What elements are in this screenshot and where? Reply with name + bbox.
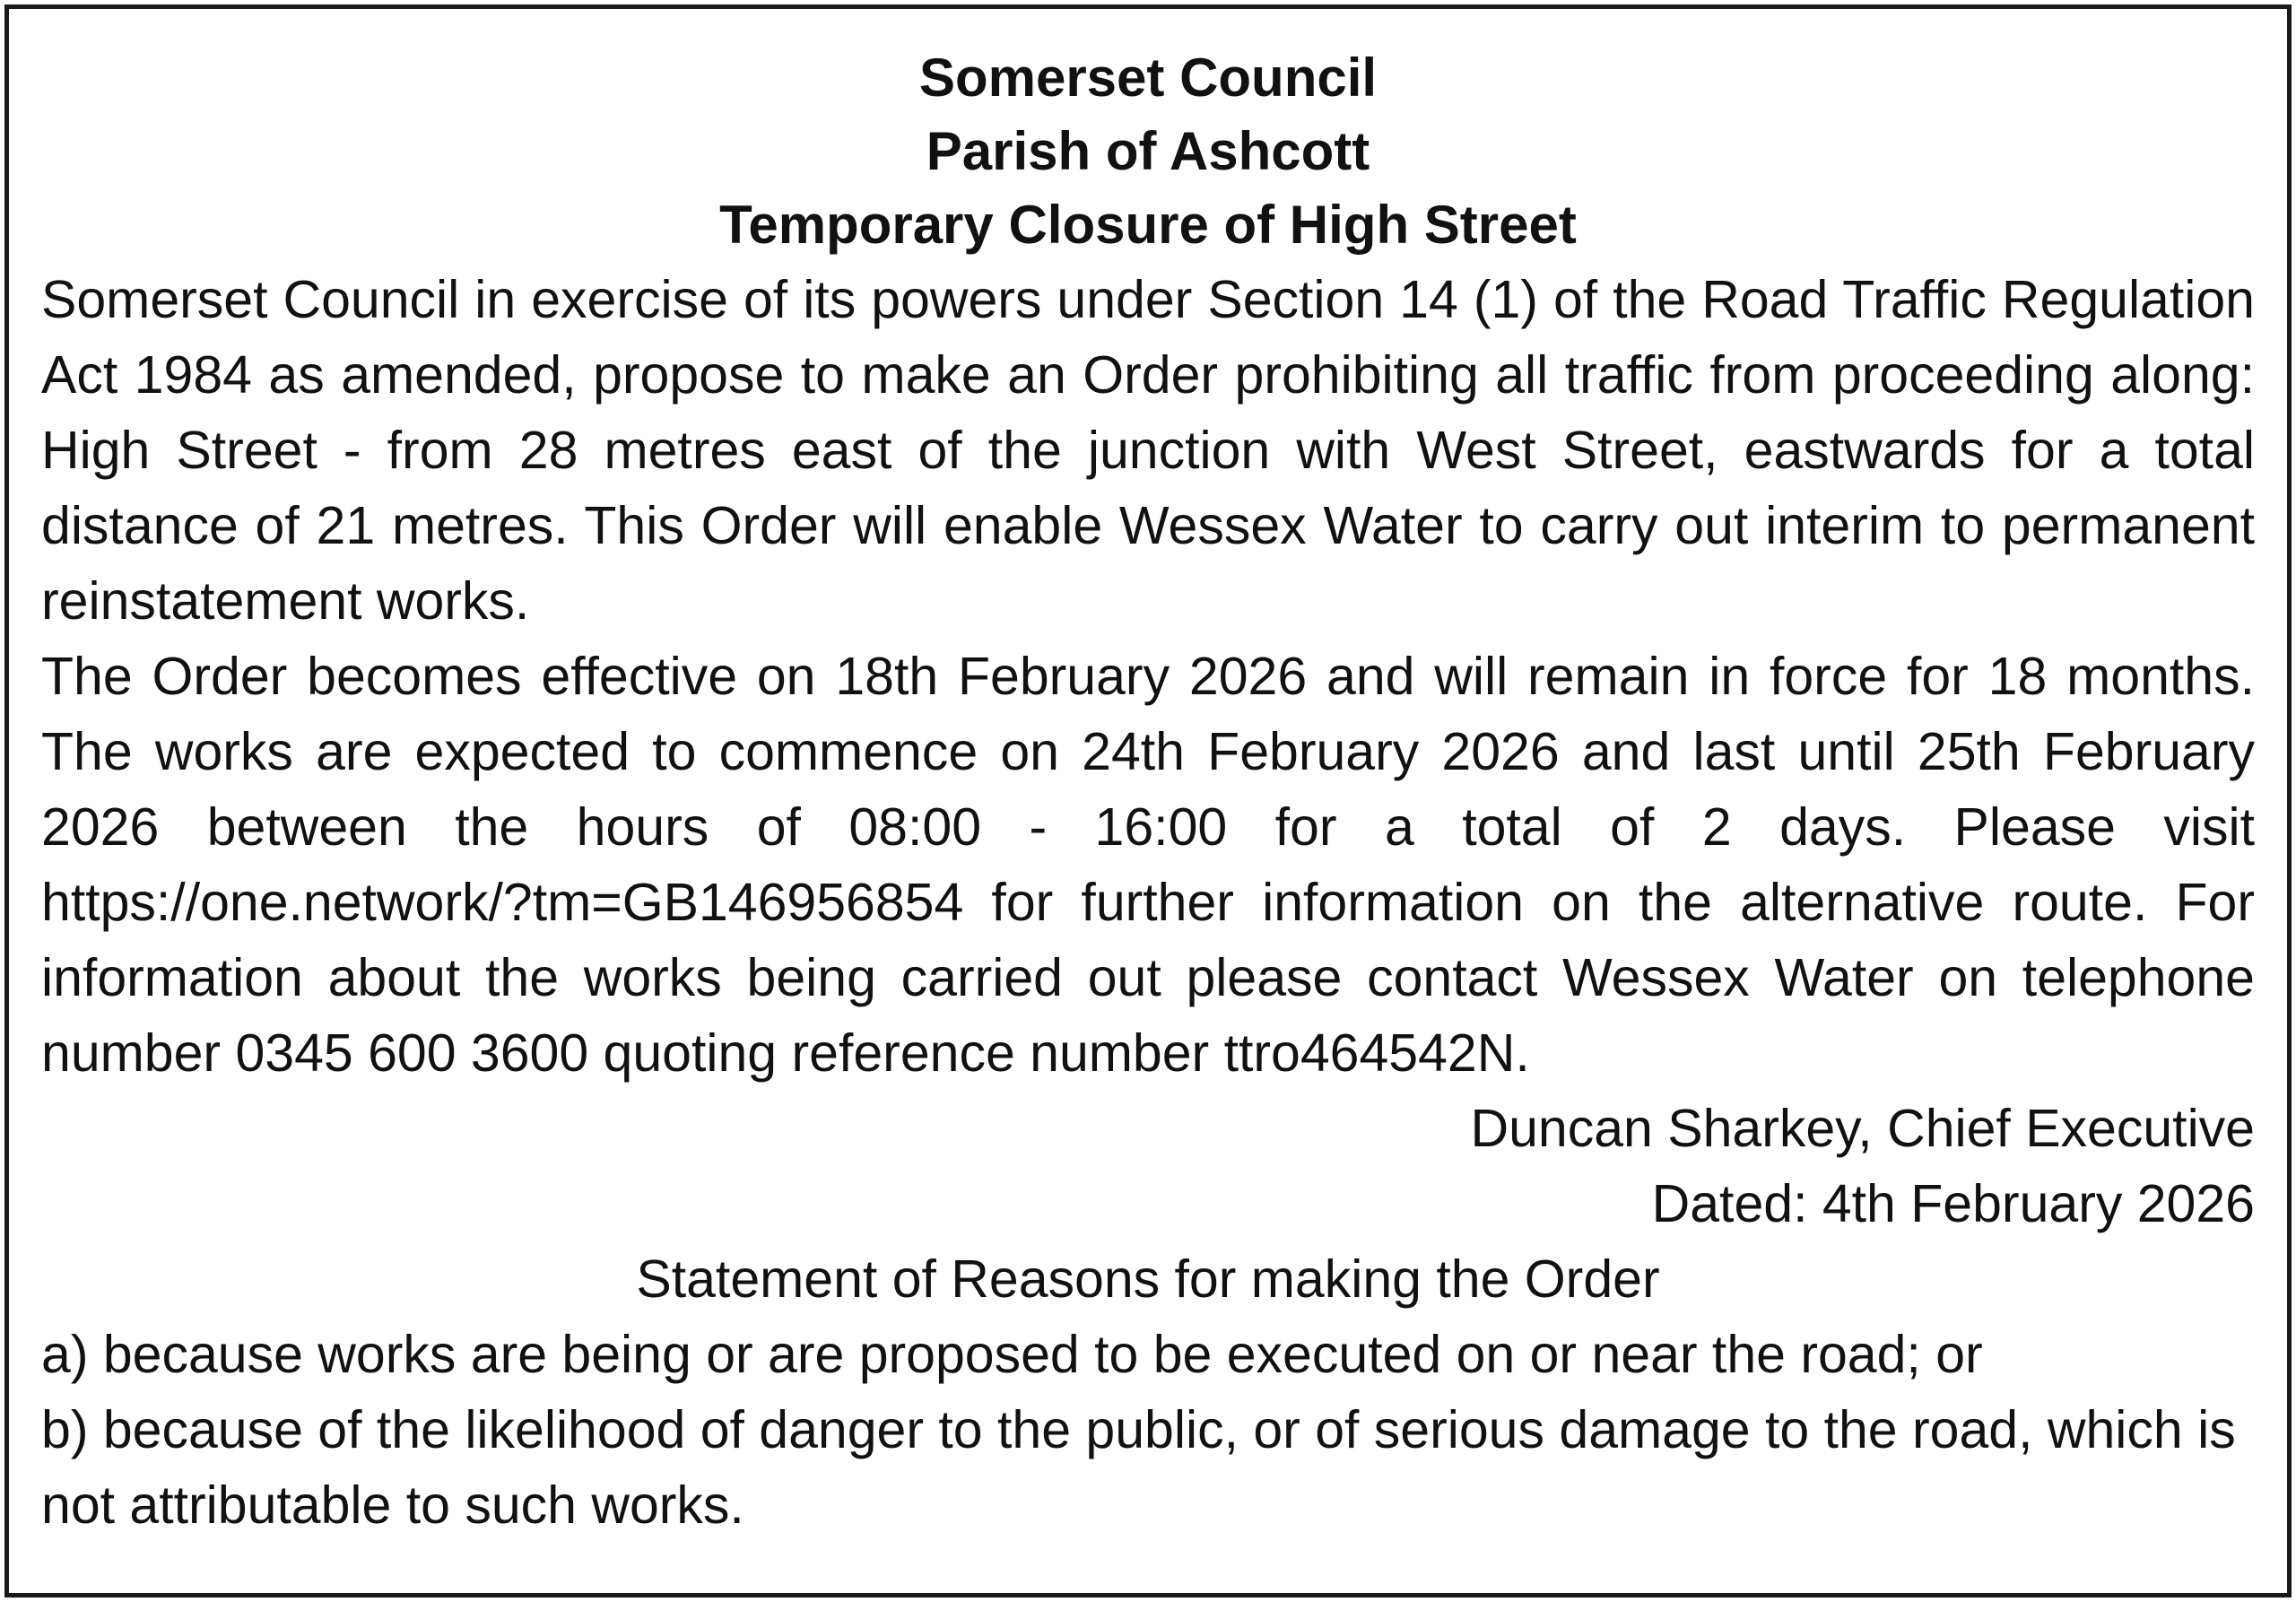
council-heading: Somerset Council [918,48,1378,108]
dates-paragraph: The Order becomes effective on 18th February 2026 and will remain in force for 18 months. The works are expected to commence on 24th February 2026 and last until 25th February 2026 between the hours of 08:00 - 16:00 for a total of 2 days. Please visit https://one.network/?tm=GB146956854 for further information on the alternative route. For information about the works being carried out please contact Wessex Water on telephone number 0345 600 3600 quoting reference number ttro464542N. [41,647,2255,1083]
reasons-title: Statement of Reasons for making the Order [636,1249,1660,1309]
dated-line: Dated: 4th February 2026 [1651,1174,2255,1233]
parish-heading: Parish of Ashcott [926,121,1370,181]
public-notice [4,4,2292,1598]
reason-b: b) because of the likelihood of danger to the public, or of serious damage to the road, which is not attributable to such works. [41,1400,2236,1535]
closure-heading: Temporary Closure of High Street [719,195,1577,255]
signatory-line: Duncan Sharkey, Chief Executive [1470,1099,2255,1158]
order-paragraph: Somerset Council in exercise of its powers under Section 14 (1) of the Road Traffic Regulation Act 1984 as amended, propose to make an Order prohibiting all traffic from proceeding along: High Street - from 28 metres east of the junction with West Street, eastwards for a total distance of 21 metres. This Order will enable Wessex Water to carry out interim to permanent reinstatement works. [41,270,2255,631]
reason-a: a) because works are being or are proposed to be executed on or near the road; or [41,1325,1983,1384]
